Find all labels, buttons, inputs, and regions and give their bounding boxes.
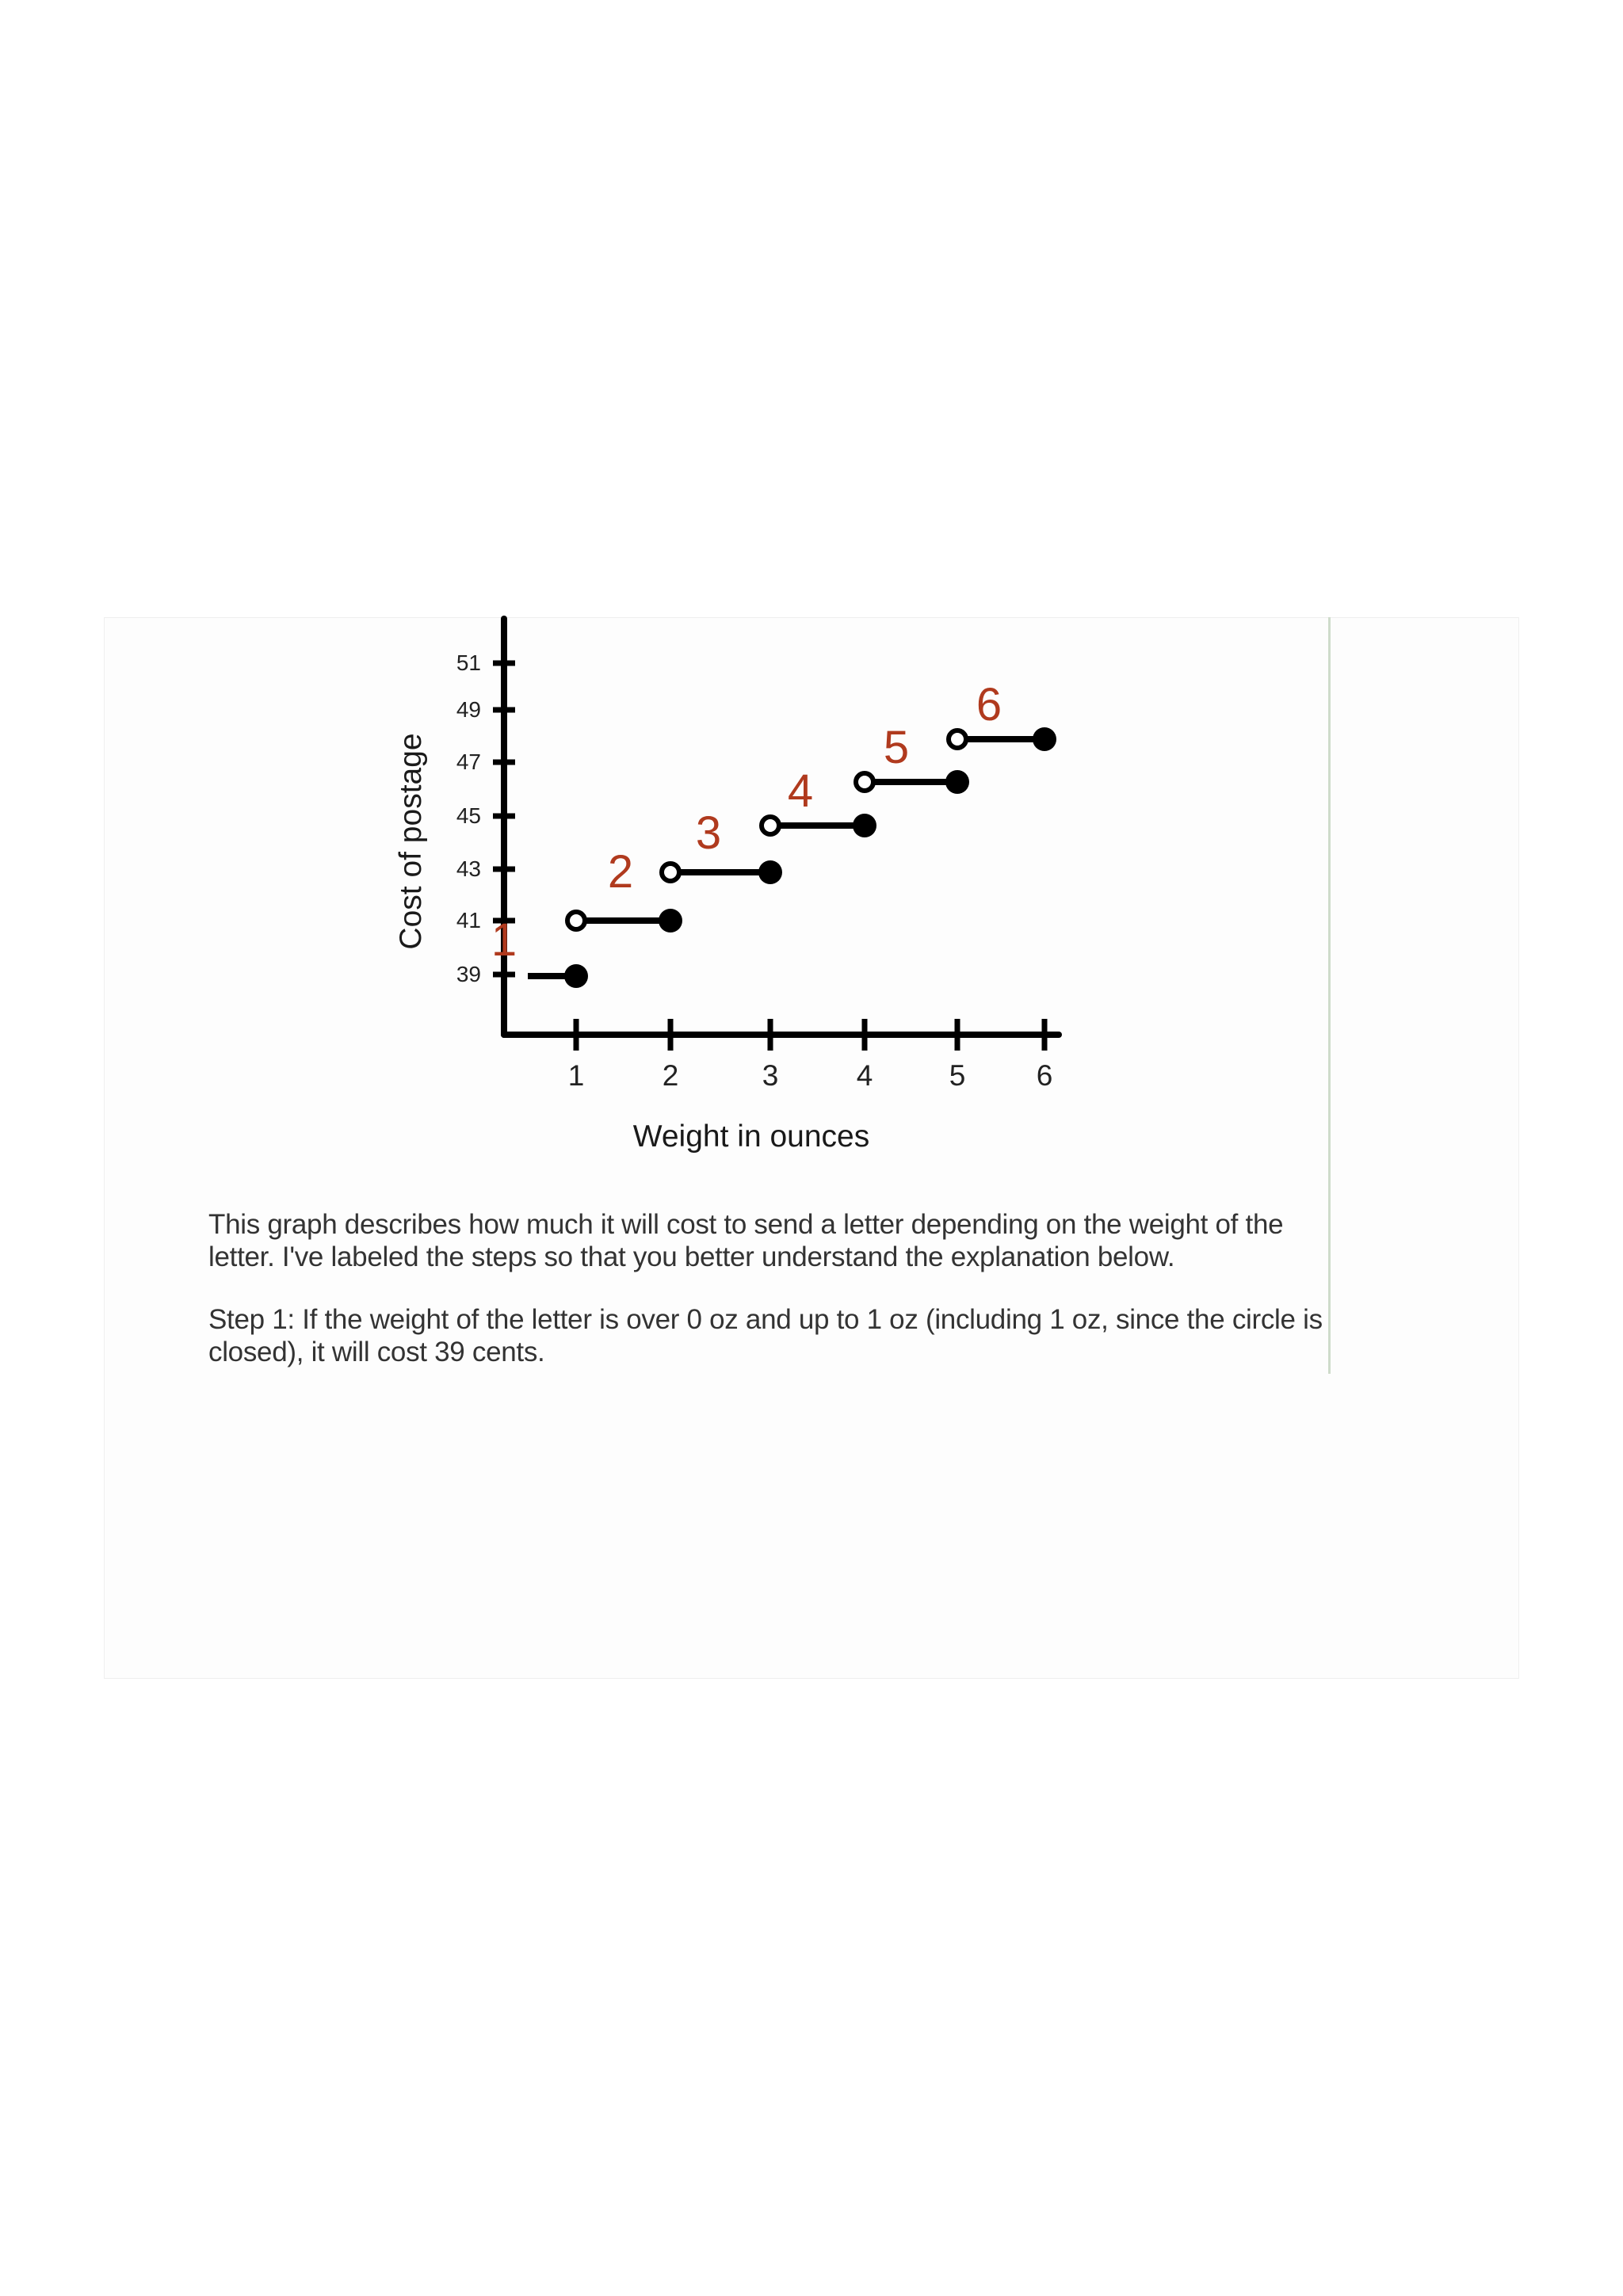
step-number-label: 2: [607, 846, 634, 898]
y-tick-label: 49: [456, 697, 481, 722]
closed-endpoint: [945, 770, 969, 794]
y-axis-title: Cost of postage: [394, 733, 428, 950]
y-tick-label: 39: [456, 962, 481, 986]
x-tick-label: 2: [662, 1059, 679, 1092]
step-number-label: 4: [787, 765, 814, 817]
x-axis-title: Weight in ounces: [632, 1119, 870, 1154]
open-endpoint: [762, 817, 779, 834]
y-tick-label: 45: [456, 803, 481, 828]
step-number-label: 3: [695, 807, 722, 859]
y-tick-label: 47: [456, 749, 481, 774]
open-endpoint: [662, 864, 679, 881]
y-tick-label: 43: [456, 856, 481, 881]
closed-endpoint: [853, 814, 876, 837]
step1-paragraph: Step 1: If the weight of the letter is over 0 oz and up to 1 oz (including 1 oz, since the circle is closed), it will cost 39 cents.: [208, 1304, 1323, 1367]
x-tick-label: 1: [567, 1059, 585, 1092]
closed-endpoint: [659, 909, 682, 933]
closed-endpoint: [564, 964, 588, 988]
intro-paragraph: This graph describes how much it will cost to send a letter depending on the weight of the letter. I've labeled the steps so that you better understand the explanation below.: [208, 1209, 1284, 1272]
x-tick-label: 5: [949, 1059, 966, 1092]
open-endpoint: [856, 773, 873, 791]
x-tick-label: 4: [856, 1059, 873, 1092]
open-endpoint: [949, 730, 966, 748]
x-tick-label: 6: [1036, 1059, 1053, 1092]
closed-endpoint: [758, 860, 782, 884]
step-number-label: 5: [883, 722, 910, 773]
open-endpoint: [567, 912, 585, 929]
x-tick-label: 3: [762, 1059, 779, 1092]
step-number-label: 6: [976, 679, 1002, 730]
y-tick-label: 41: [456, 908, 481, 933]
step-number-label: 1: [491, 914, 517, 966]
closed-endpoint: [1033, 727, 1056, 751]
y-tick-label: 51: [456, 650, 481, 675]
